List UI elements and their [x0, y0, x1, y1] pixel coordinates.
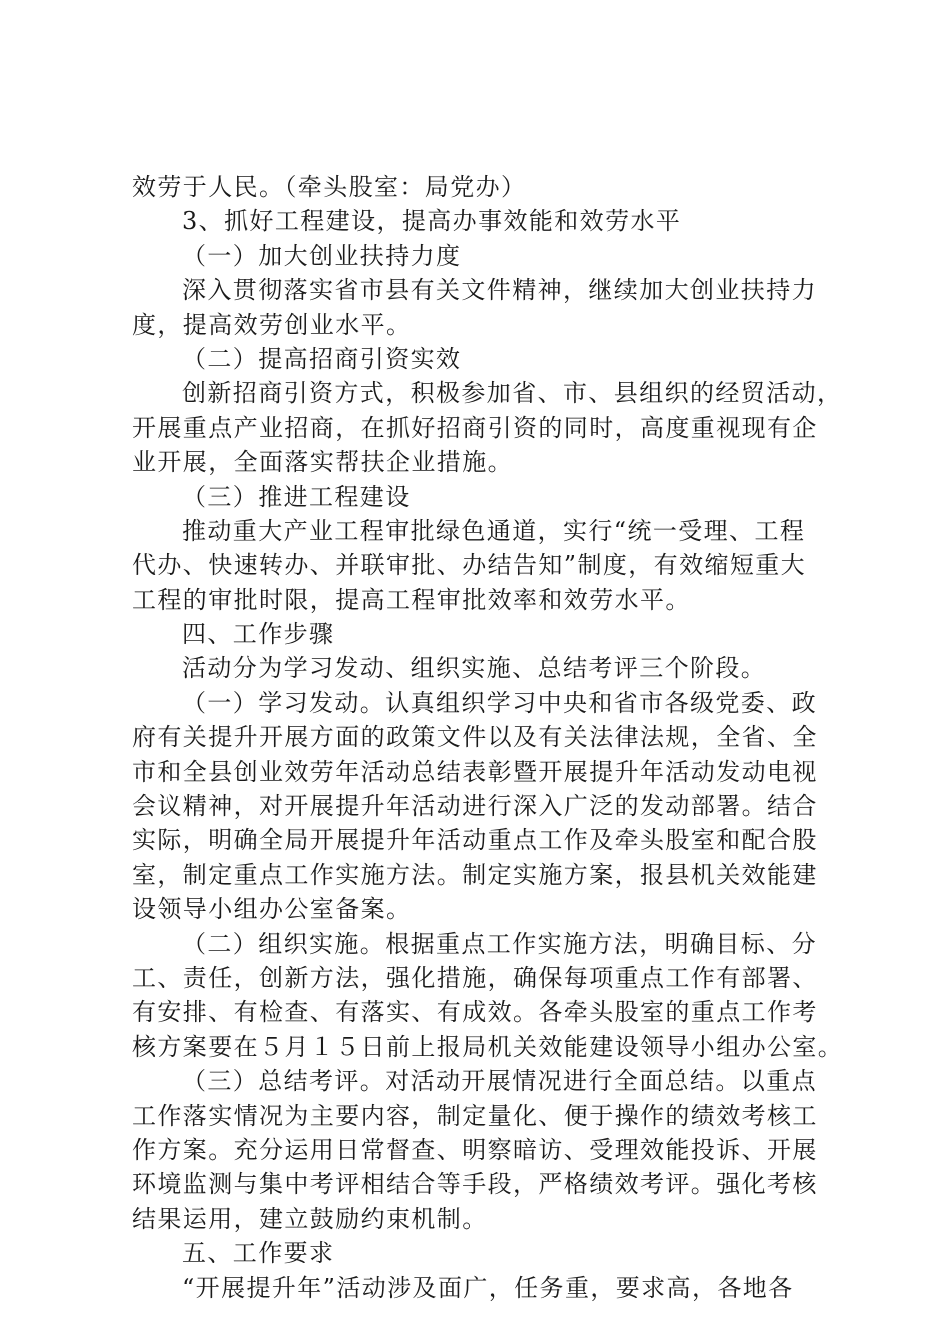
text-line: 工、责任，创新方法，强化措施，确保每项重点工作有部署、	[132, 963, 818, 992]
text-line: 工程的审批时限，提高工程审批效率和效劳水平。	[132, 585, 691, 614]
section-heading: 四、工作步骤	[182, 620, 335, 649]
text-line: （三）总结考评。对活动开展情况进行全面总结。以重点	[182, 1067, 817, 1096]
section-heading: 五、工作要求	[182, 1239, 335, 1268]
text-line: 效劳于人民。（牵头股室：局党办）	[132, 173, 527, 201]
text-line: 有安排、有检查、有落实、有成效。各牵头股室的重点工作考	[132, 998, 818, 1027]
document-body	[132, 170, 844, 1305]
section-heading: 3、抓好工程建设，提高办事效能和效劳水平	[182, 207, 682, 236]
text-line: 代办、快速转办、并联审批、办结告知”制度，有效缩短重大	[132, 551, 807, 580]
text-line: 创新招商引资方式，积极参加省、市、县组织的经贸活动，	[182, 379, 843, 408]
text-line: 开展重点产业招商，在抓好招商引资的同时，高度重视现有企	[132, 413, 818, 442]
subsection-heading: （二）提高招商引资实效	[182, 344, 462, 373]
text-line: 深入贯彻落实省市县有关文件精神，继续加大创业扶持力	[182, 276, 817, 305]
text-line: 推动重大产业工程审批绿色通道，实行“统一受理、工程	[182, 516, 806, 545]
text-line: （二）组织实施。根据重点工作实施方法，明确目标、分	[182, 929, 817, 958]
text-line: 结果运用，建立鼓励约束机制。	[132, 1204, 488, 1233]
text-line: 会议精神，对开展提升年活动进行深入广泛的发动部署。结合	[132, 792, 818, 821]
text-line: 环境监测与集中考评相结合等手段，严格绩效考评。强化考核	[132, 1170, 818, 1199]
text-line: 市和全县创业效劳年活动总结表彰暨开展提升年活动发动电视	[132, 757, 818, 786]
text-line: 业开展，全面落实帮扶企业措施。	[132, 448, 513, 477]
subsection-heading: （三）推进工程建设	[182, 482, 411, 511]
text-line: “开展提升年”活动涉及面广，任务重，要求高，各地各	[182, 1273, 794, 1302]
text-line: 核方案要在５月１５日前上报局机关效能建设领导小组办公室。	[132, 1032, 844, 1061]
text-line: 度，提高效劳创业水平。	[132, 310, 412, 339]
text-line: 府有关提升开展方面的政策文件以及有关法律法规，全省、全	[132, 723, 818, 752]
text-line: 作方案。充分运用日常督查、明察暗访、受理效能投诉、开展	[132, 1135, 818, 1164]
text-line: 室，制定重点工作实施方法。制定实施方案，报县机关效能建	[132, 860, 818, 889]
subsection-heading: （一）加大创业扶持力度	[182, 241, 462, 270]
text-line: 实际，明确全局开展提升年活动重点工作及牵头股室和配合股	[132, 826, 818, 855]
text-line: 工作落实情况为主要内容，制定量化、便于操作的绩效考核工	[132, 1101, 818, 1130]
text-line: 活动分为学习发动、组织实施、总结考评三个阶段。	[182, 654, 767, 683]
text-line: （一）学习发动。认真组织学习中央和省市各级党委、政	[182, 688, 817, 717]
text-line: 设领导小组办公室备案。	[132, 895, 412, 924]
